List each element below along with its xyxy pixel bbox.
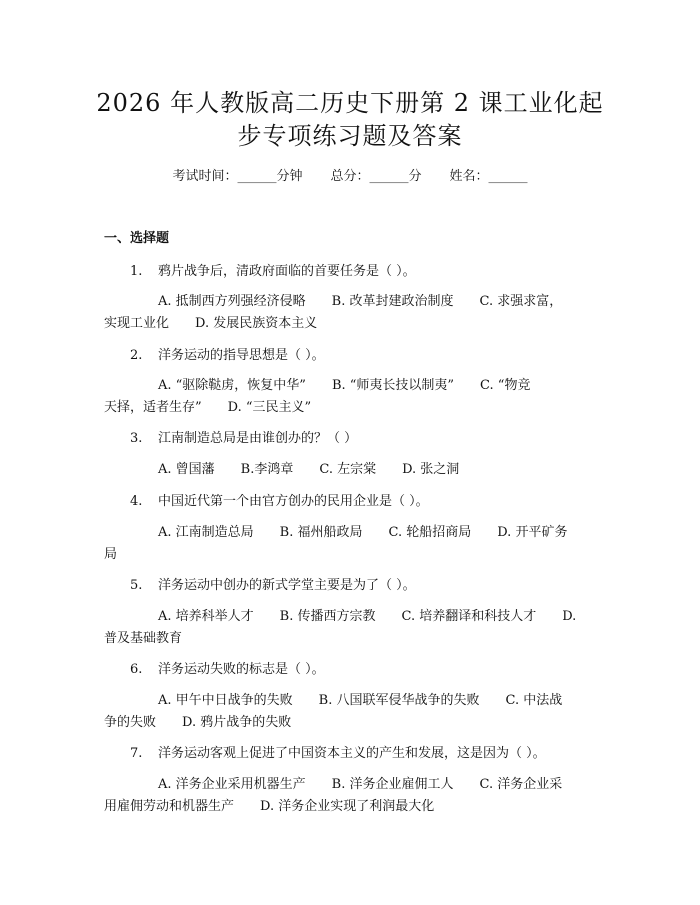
question-text: 洋务运动客观上促进了中国资本主义的产生和发展，这是因为（ ）。	[158, 746, 546, 761]
question-number: 1.	[130, 264, 143, 279]
question-4-options-line-1: A. 江南制造总局 B. 福州船政局 C. 轮船招商局 D. 开平矿务	[158, 525, 568, 540]
question-2-options-line-1: A. “驱除鞑虏，恢复中华” B. “师夷长技以制夷” C. “物竞	[158, 378, 531, 393]
question-number: 2.	[130, 348, 143, 363]
question-1-options-line-1: A. 抵制西方列强经济侵略 B. 改革封建政治制度 C. 求强求富，	[158, 294, 563, 309]
question-1-options-line-2: 实现工业化 D. 发展民族资本主义	[104, 316, 318, 331]
question-4	[130, 492, 429, 512]
question-5	[130, 576, 416, 596]
question-number: 4.	[130, 494, 143, 509]
question-number: 3.	[130, 431, 143, 446]
question-6-options-line-2: 争的失败 D. 鸦片战争的失败	[104, 715, 292, 730]
question-1	[130, 262, 416, 282]
question-text: 洋务运动中创办的新式学堂主要是为了（ ）。	[158, 578, 416, 593]
question-5-options-line-2: 普及基础教育	[104, 631, 183, 646]
question-4-options-line-2: 局	[104, 547, 118, 562]
section-title: 一、选择题	[104, 231, 170, 246]
question-7-options-line-2: 用雇佣劳动和机器生产 D. 洋务企业实现了利润最大化	[104, 799, 435, 814]
question-number: 5.	[130, 578, 143, 593]
question-number: 6.	[130, 662, 143, 677]
question-3-options-line-1: A. 曾国藩 B.李鸿章 C. 左宗棠 D. 张之洞	[158, 462, 460, 477]
page-title-line-1: 2026 年人教版高二历史下册第 2 课工业化起	[96, 89, 604, 117]
exam-score: 总分：______分	[330, 169, 422, 184]
question-7-options-line-1: A. 洋务企业采用机器生产 B. 洋务企业雇佣工人 C. 洋务企业采	[158, 777, 563, 792]
question-3	[130, 429, 357, 449]
exam-name: 姓名：______	[449, 169, 528, 184]
question-2	[130, 346, 325, 366]
question-6-options-line-1: A. 甲午中日战争的失败 B. 八国联军侵华战争的失败 C. 中法战	[158, 693, 563, 708]
question-2-options-line-2: 天择，适者生存” D. “三民主义”	[104, 400, 312, 415]
question-text: 中国近代第一个由官方创办的民用企业是（ ）。	[158, 494, 429, 509]
exam-time: 考试时间：______分钟	[172, 169, 303, 184]
exam-info	[0, 167, 700, 187]
question-6	[130, 660, 325, 680]
question-number: 7.	[130, 746, 143, 761]
question-text: 洋务运动的指导思想是（ ）。	[158, 348, 325, 363]
question-7	[130, 744, 546, 764]
question-text: 洋务运动失败的标志是（ ）。	[158, 662, 325, 677]
page-title-line-2: 步专项练习题及答案	[237, 122, 463, 150]
question-text: 江南制造总局是由谁创办的？（ ）	[158, 431, 358, 446]
question-text: 鸦片战争后，清政府面临的首要任务是（ ）。	[158, 264, 416, 279]
question-5-options-line-1: A. 培养科举人才 B. 传播西方宗教 C. 培养翻译和科技人才 D.	[158, 609, 577, 624]
